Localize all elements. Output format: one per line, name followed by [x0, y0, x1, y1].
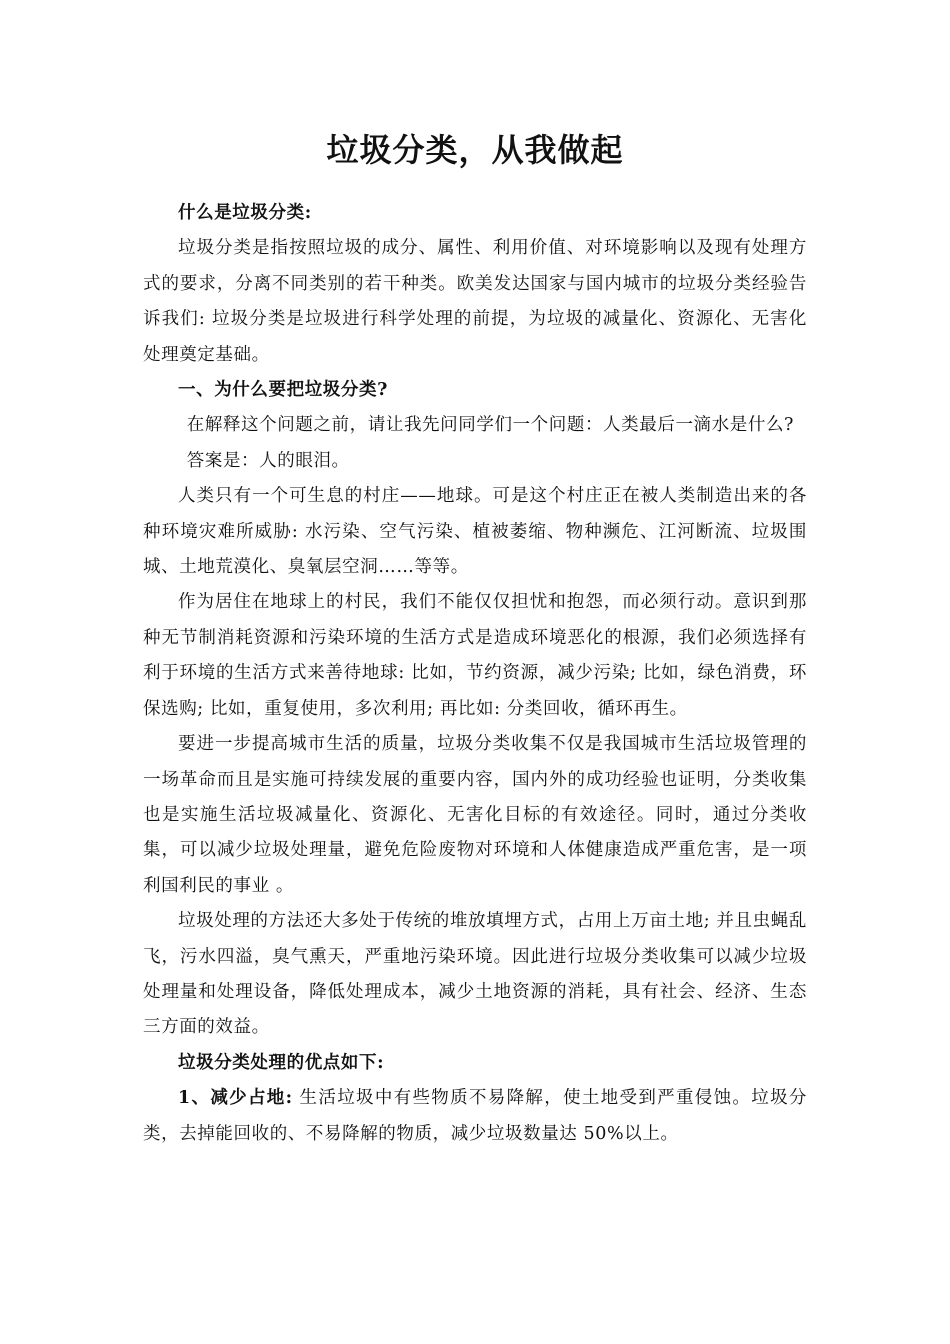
section-heading-advantages: 垃圾分类处理的优点如下: [178, 1052, 385, 1073]
advantage-1-text: 生活垃圾中有些物质不易降解，使土地受到严重侵蚀。垃圾分类，去掉能回收的、不易降解的物质，减少垃圾数量达 50%以上。 [143, 1088, 807, 1144]
document-title: 垃圾分类，从我做起 [326, 131, 624, 169]
paragraph-earth: 人类只有一个可生息的村庄——地球。可是这个村庄正在被人类制造出来的各种环境灾难所威胁: 水污染、空气污染、植被萎缩、物种濒危、江河断流、垃圾围城、土地荒漠化、臭氧层空洞……等等。 [143, 486, 807, 578]
paragraph-city: 要进一步提高城市生活的质量，垃圾分类收集不仅是我国城市生活垃圾管理的一场革命而且是实施可持续发展的重要内容，国内外的成功经验也证明，分类收集也是实施生活垃圾减量化、资源化、无害化目标的有效途径。同时，通过分类收集，可以减少垃圾处理量，避免危险废物对环境和人体健康造成严重危害，是一项利国利民的事业 。 [143, 734, 807, 896]
paragraph-what: 垃圾分类是指按照垃圾的成分、属性、利用价值、对环境影响以及现有处理方式的要求，分离不同类别的若干种类。欧美发达国家与国内城市的垃圾分类经验告诉我们: 垃圾分类是垃圾进行科学处理的前提，为垃圾的减量化、资源化、无害化处理奠定基础。 [143, 238, 807, 365]
paragraph-why-question: 在解释这个问题之前，请让我先问同学们一个问题：人类最后一滴水是什么? [186, 415, 795, 436]
section-heading-what: 什么是垃圾分类: [178, 203, 312, 223]
paragraph-method: 垃圾处理的方法还大多处于传统的堆放填埋方式，占用上万亩土地; 并且虫蝇乱飞，污水四溢，臭气熏天，严重地污染环境。因此进行垃圾分类收集可以减少垃圾处理量和处理设备，降低处理成本，减少土地资源的消耗，具有社会、经济、生态三方面的效益。 [143, 911, 807, 1038]
paragraph-advantage-1 [143, 1081, 807, 1152]
paragraph-why-answer: 答案是：人的眼泪。 [186, 450, 350, 471]
document-body [143, 196, 807, 1152]
paragraph-action: 作为居住在地球上的村民，我们不能仅仅担忧和抱怨，而必须行动。意识到那种无节制消耗资源和污染环境的生活方式是造成环境恶化的根源，我们必须选择有利于环境的生活方式来善待地球: 比如，节约资源，减少污染; 比如，绿色消费，环保选购; 比如，重复使用，多次利用; 再比如: 分类回收，循环再生。 [143, 592, 807, 719]
section-heading-why: 一、为什么要把垃圾分类? [178, 380, 388, 401]
advantage-1-label: 1、减少占地: [178, 1088, 293, 1109]
